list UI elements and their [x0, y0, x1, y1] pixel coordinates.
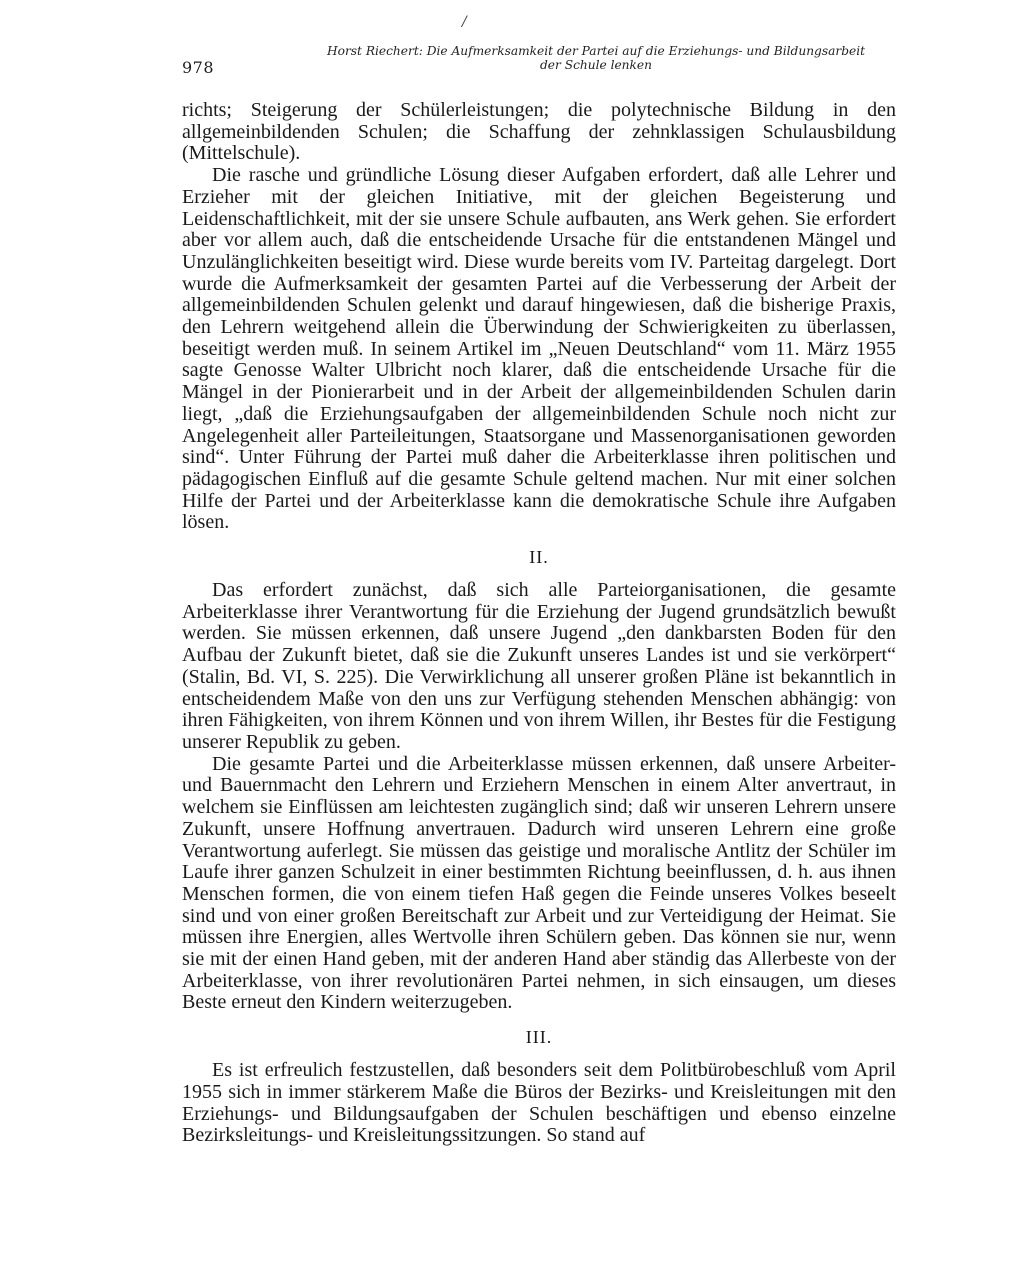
page-header	[182, 44, 896, 78]
scan-mark: /	[462, 14, 467, 30]
paragraph-3: Das erfordert zunächst, daß sich alle Parteiorganisationen, die gesamte Arbeiterklasse ihrer Verantwortung für die Erziehung der Jugend grundsätzlich bewußt werden. Sie müssen erkennen, daß unsere Jugend „den dankbarsten Boden für den Aufbau der Zukunft bietet, daß sie die Zukunft unseres Landes ist und sie verkörpert“ (Stalin, Bd. VI, S. 225). Die Verwirklichung all unserer großen Pläne ist bekanntlich in entscheidendem Maße von den uns zur Verfügung stehenden Menschen abhängig: von ihren Fähigkeiten, von ihrem Können und von ihrem Willen, ihr Bestes für die Festigung unserer Republik zu geben.	[182, 579, 896, 753]
paragraph-2: Die rasche und gründliche Lösung dieser Aufgaben erfordert, daß alle Lehrer und Erzieher mit der gleichen Initiative, mit der gleichen Begeisterung und Leidenschaftlichkeit, mit der sie unsere Schule aufbauten, ans Werk gehen. Sie erfordert aber vor allem auch, daß die entscheidende Ursache für die entstandenen Mängel und Unzulänglichkeiten beseitigt wird. Diese wurde bereits vom IV. Parteitag dargelegt. Dort wurde die Aufmerksamkeit der gesamten Partei auf die Verbesserung der Arbeit der allgemeinbildenden Schulen gelenkt und darauf hingewiesen, daß die bisherige Praxis, den Lehrern weitgehend allein die Überwindung der Schwierigkeiten zu überlassen, beseitigt werden muß. In seinem Artikel im „Neuen Deutschland“ vom 11. März 1955 sagte Genosse Walter Ulbricht noch klarer, daß die entscheidende Ursache für die Mängel in der Pionierarbeit und in der Arbeit der allgemeinbildenden Schulen darin liegt, „daß die Erziehungsaufgaben der allgemeinbildenden Schule noch nicht zur Angelegenheit aller Parteileitungen, Staatsorgane und Massenorganisationen geworden sind“. Unter Führung der Partei muß daher die Arbeiterklasse ihren politischen und pädagogischen Einfluß auf die gesamte Schule geltend machen. Nur mit einer solchen Hilfe der Partei und der Arbeiterklasse kann die demokratische Schule ihre Aufgaben lösen.	[182, 164, 896, 534]
section-heading-3: III.	[525, 1027, 553, 1048]
paragraph-5: Es ist erfreulich festzustellen, daß besonders seit dem Politbürobeschluß vom April 1955 sich in immer stärkerem Maße die Büros der Bezirks- und Kreisleitungen mit den Erziehungs- und Bildungsaufgaben der Schulen beschäftigen und ebenso einzelne Bezirksleitungs- und Kreisleitungssitzungen. So stand auf	[182, 1059, 896, 1147]
section-heading-2: II.	[529, 547, 549, 568]
running-head-line-1: Horst Riechert: Die Aufmerksamkeit der Partei auf die Erziehungs- und Bildungsarbeit	[327, 44, 865, 58]
body-text	[182, 100, 896, 1147]
paragraph-4: Die gesamte Partei und die Arbeiterklasse müssen erkennen, daß unsere Arbeiter- und Bauernmacht den Lehrern und Erziehern Menschen in einem Alter anvertraut, in welchem sie Einflüssen am leichtesten zugänglich sind; daß wir unseren Lehrern unsere Zukunft, unsere Hoffnung anvertrauen. Dadurch wird unseren Lehrern eine große Verantwortung auferlegt. Sie müssen das geistige und moralische Antlitz der Schüler im Laufe ihrer ganzen Schulzeit in einer bestimmten Richtung beeinflussen, d. h. aus ihnen Menschen formen, die von einem tiefen Haß gegen die Feinde unseres Volkes beseelt sind und von einer großen Bereitschaft zur Arbeit und zur Verteidigung der Heimat. Sie müssen ihre Energien, alles Wertvolle ihren Schülern geben. Das können sie nur, wenn sie mit der einen Hand geben, mit der anderen Hand aber ständig das Allerbeste von der Arbeiterklasse, von ihrer revolutionären Partei nehmen, in sich einsaugen, um dieses Beste erneut den Kindern weiterzugeben.	[182, 752, 896, 1014]
running-head-line-2: der Schule lenken	[540, 58, 652, 72]
paragraph-1: richts; Steigerung der Schülerleistungen; die polytechnische Bildung in den allgemeinbildenden Schulen; die Schaffung der zehnklassigen Schulausbildung (Mittelschule).	[182, 99, 896, 165]
page-number: 978	[182, 58, 215, 77]
running-head	[296, 44, 896, 72]
